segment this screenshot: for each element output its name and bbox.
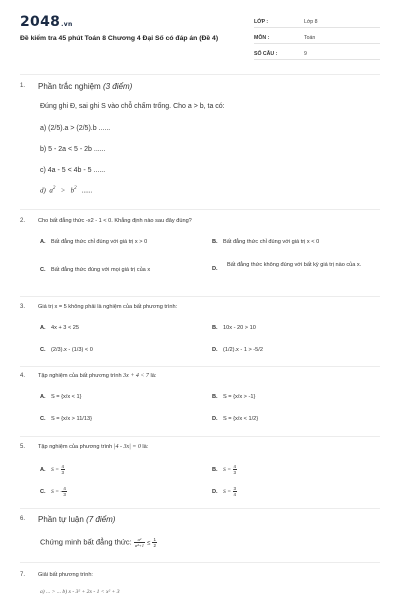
question-3 [20, 304, 380, 364]
denominator: 3 [233, 470, 237, 475]
denominator: 3 [63, 492, 66, 497]
logo-suffix: .vn [61, 21, 73, 28]
question-text [38, 373, 156, 379]
question-number: 5. [20, 444, 26, 450]
question-5 [20, 444, 380, 506]
question-text-part: Tập nghiệm của phương trình [38, 444, 113, 450]
statement-c: c) 4a - 5 < 4b - 5 ...... [40, 167, 106, 174]
option-a[interactable] [40, 394, 81, 400]
option-b[interactable] [212, 394, 255, 400]
question-text-part: là: [150, 373, 157, 379]
option-d[interactable] [212, 416, 258, 422]
fraction [152, 537, 157, 548]
option-label: D. [212, 416, 218, 422]
question-7 [20, 572, 380, 600]
page-title: Đề kiểm tra 45 phút Toán 8 Chương 4 Đại Số có đáp án (Đề 4) [20, 35, 219, 42]
section-title [38, 82, 132, 91]
info-row-class [254, 14, 380, 28]
option-d[interactable] [212, 262, 362, 270]
option-label: A. [40, 466, 46, 473]
question-text: Cho bất đẳng thức -x2 - 1 < 0. Khẳng định nào sau đây đúng? [38, 218, 192, 224]
question-number: 3. [20, 304, 26, 310]
question-text [40, 537, 157, 548]
option-text: (1/2).x - 1 > -5/2 [223, 347, 263, 353]
option-label: C. [40, 347, 46, 353]
formula-exp: 2 [74, 186, 77, 191]
option-label: D. [212, 488, 218, 495]
divider [20, 366, 380, 367]
question-number: 1. [20, 83, 26, 89]
question-intro: Đúng ghi Đ, sai ghi S vào chỗ chấm trống. Cho a > b, ta có: [40, 103, 225, 110]
question-formula: 3x + 4 < 7 [123, 373, 149, 379]
partial-formula: a) ... > ... b) x - 3² + 2x - 1 < x² + 3 [40, 589, 120, 595]
info-key: SỐ CÂU : [254, 51, 278, 57]
info-value: Toán [304, 35, 316, 41]
option-label: A. [40, 325, 46, 331]
numerator: 1 [153, 537, 156, 542]
sign: - [60, 488, 63, 495]
option-a[interactable] [40, 239, 147, 245]
divider [20, 296, 380, 297]
numerator: 4 [233, 464, 237, 469]
option-text: S = {x/x < 1} [51, 394, 82, 400]
question-number: 4. [20, 373, 26, 379]
option-text: 10x - 20 > 10 [223, 325, 256, 331]
question-text-part: là: [142, 444, 149, 450]
option-d[interactable] [212, 486, 237, 497]
divider [20, 209, 380, 210]
set-symbol: S = [51, 488, 59, 495]
question-formula: |4 - 3x| = 0 [113, 444, 141, 450]
fraction [62, 486, 67, 497]
option-d[interactable] [212, 347, 263, 353]
option-text: Bất đẳng thức đúng với mọi giá trị của x [51, 267, 151, 273]
option-label: D. [212, 266, 218, 272]
option-text: S = {x/x > 11/13} [51, 416, 92, 422]
numerator: a² [134, 537, 145, 543]
denominator: a⁴+1 [134, 543, 144, 548]
divider [20, 74, 380, 75]
statement-d-label: d) [40, 186, 46, 195]
document-header [20, 10, 380, 70]
site-logo[interactable] [20, 14, 73, 30]
option-label: B. [212, 325, 218, 331]
info-key: LỚP : [254, 19, 269, 25]
section-title-text: Phần tự luận [38, 515, 87, 524]
statement-d [40, 186, 92, 194]
formula-var: b [70, 186, 75, 195]
denominator: 4 [233, 492, 237, 497]
denominator: 2 [153, 543, 156, 548]
info-value: 9 [304, 51, 307, 57]
option-a[interactable] [40, 325, 79, 331]
question-number: 6. [20, 516, 26, 522]
fraction [233, 464, 238, 475]
question-number: 2. [20, 218, 26, 224]
divider [20, 562, 380, 563]
info-row-subject [254, 30, 380, 44]
divider [20, 508, 380, 509]
answer-blank: ...... [81, 186, 93, 195]
option-c[interactable] [40, 416, 92, 422]
fraction [233, 486, 238, 497]
info-row-count [254, 46, 380, 60]
option-label: B. [212, 239, 218, 245]
question-text: Giá trị x = 5 không phải là nghiệm của bất phương trình: [38, 304, 178, 310]
option-text: S = {x/x < 1/2} [223, 416, 259, 422]
option-text: Bất đẳng thức chỉ đúng với giá trị x > 0 [51, 239, 148, 245]
section-title-text: Phần trắc nghiệm [38, 82, 103, 91]
statement-b: b) 5 - 2a < 5 - 2b ...... [40, 146, 106, 153]
option-c[interactable] [40, 347, 93, 353]
question-2 [20, 218, 380, 293]
question-text [38, 444, 148, 450]
option-b[interactable] [212, 239, 319, 245]
option-text: (2/3).x - (1/3) < 0 [51, 347, 93, 353]
info-key: MÔN : [254, 35, 270, 41]
info-value: Lớp 8 [304, 19, 318, 25]
option-text: Bất đẳng thức không đúng với bất kỳ giá trị nào của x. [227, 262, 362, 268]
question-text: Giải bất phương trình: [38, 572, 93, 578]
fraction [61, 464, 66, 475]
question-number: 7. [20, 572, 26, 578]
numerator: 4 [63, 486, 66, 491]
fraction [134, 537, 145, 548]
formula-op: > [60, 186, 66, 195]
divider [20, 436, 380, 437]
formula-var: a [49, 186, 53, 195]
option-label: B. [212, 466, 218, 473]
question-1 [20, 83, 380, 203]
option-label: C. [40, 267, 46, 273]
question-text-part: Tập nghiệm của bất phương trình [38, 373, 122, 379]
option-label: A. [40, 394, 46, 400]
option-text: S = {x/x > -1} [223, 394, 256, 400]
question-6 [20, 516, 380, 558]
formula-exp: 2 [52, 186, 56, 191]
set-symbol: S = [51, 466, 59, 473]
question-text-part: Chứng minh bất đẳng thức: [40, 537, 132, 547]
option-c[interactable] [40, 267, 150, 273]
question-4 [20, 373, 380, 433]
option-label: C. [40, 488, 46, 495]
formula-op: ≤ [147, 540, 151, 547]
option-b[interactable] [212, 464, 237, 475]
numerator: 4 [61, 464, 65, 469]
option-label: B. [212, 394, 218, 400]
option-label: A. [40, 239, 46, 245]
option-text: Bất đẳng thức chỉ đúng với giá trị x < 0 [223, 239, 320, 245]
section-title [38, 515, 115, 524]
option-label: C. [40, 416, 46, 422]
numerator: 3 [233, 486, 237, 491]
logo-text: 2048 [20, 14, 61, 30]
section-points: (7 điểm) [86, 515, 116, 524]
set-symbol: S = [223, 466, 231, 473]
option-text: 4x + 3 < 25 [51, 325, 79, 331]
option-a[interactable] [40, 464, 65, 475]
set-symbol: S = [223, 488, 231, 495]
option-c[interactable] [40, 486, 67, 497]
statement-a: a) (2/5).a > (2/5).b ...... [40, 125, 111, 132]
section-points: (3 điểm) [102, 82, 133, 91]
denominator: 3 [61, 470, 65, 475]
option-label: D. [212, 347, 218, 353]
option-b[interactable] [212, 325, 256, 331]
